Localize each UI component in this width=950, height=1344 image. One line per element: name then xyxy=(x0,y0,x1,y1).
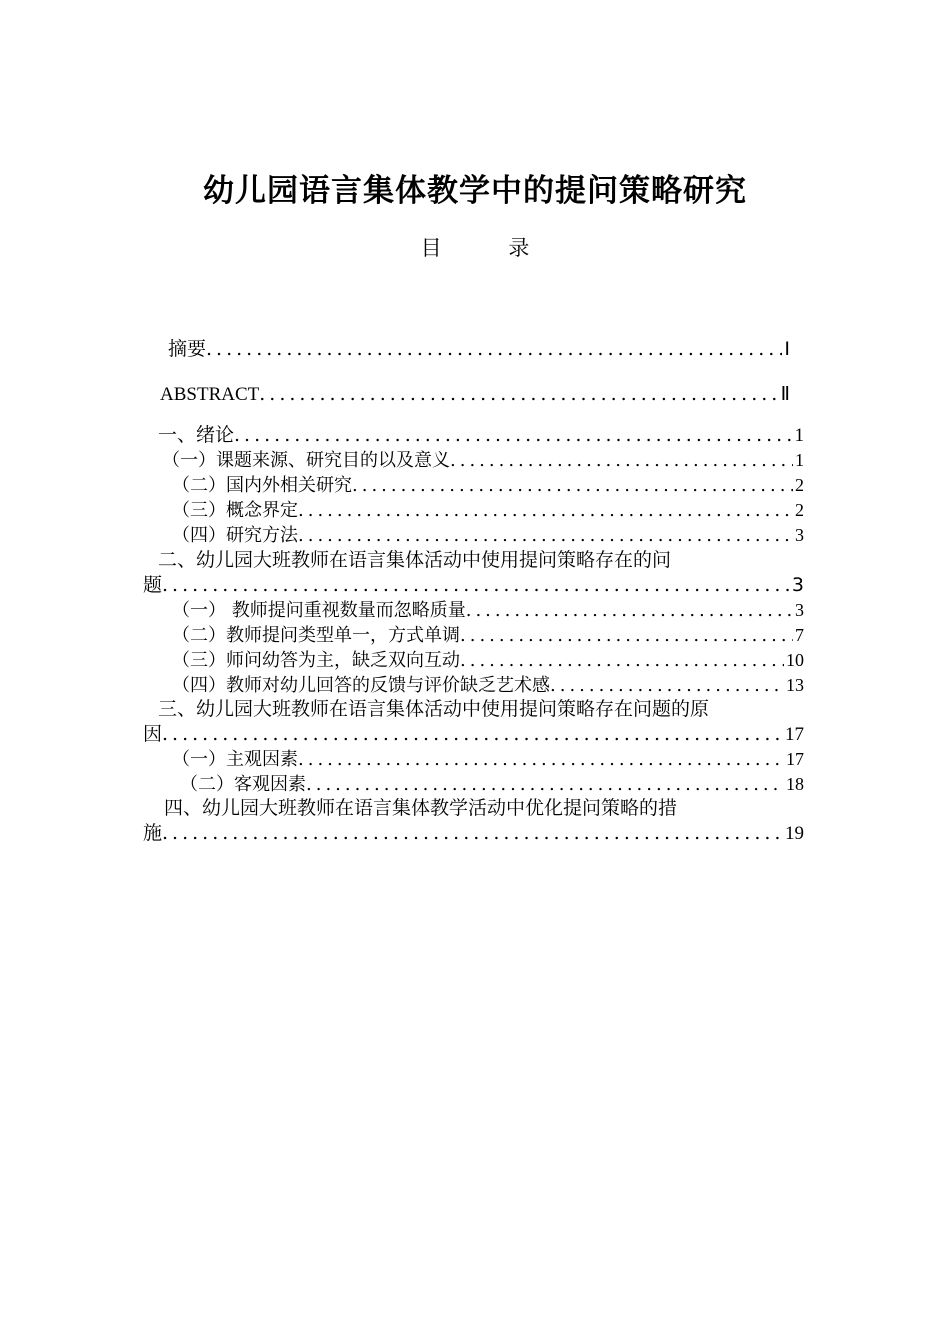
toc-entry-page: 1 xyxy=(795,450,804,470)
toc-leader-dots xyxy=(298,525,793,546)
toc-leader-dots xyxy=(162,723,783,745)
toc-heading: 目 录 xyxy=(420,236,560,260)
toc-entry-page: 3 xyxy=(791,574,804,596)
toc-entry-1-3[interactable] xyxy=(172,496,804,522)
toc-entry-2-3[interactable] xyxy=(172,646,804,672)
toc-entry-label: 一、绪论 xyxy=(158,424,235,446)
toc-entry-page: 17 xyxy=(785,724,804,745)
toc-leader-dots xyxy=(162,822,783,844)
toc-entry-label: （四）研究方法 xyxy=(172,525,298,546)
toc-entry-label: 摘要 xyxy=(168,338,207,360)
toc-leader-dots xyxy=(234,424,792,446)
toc-entry-page: Ⅱ xyxy=(780,384,790,405)
toc-entry-label: （三）概念界定 xyxy=(172,500,298,521)
toc-leader-dots xyxy=(352,475,793,496)
toc-entry-chapter-4-line1[interactable]: 四、幼儿园大班教师在语言集体教学活动中优化提问策略的措 xyxy=(164,797,678,819)
toc-entry-chapter-2[interactable] xyxy=(143,570,804,597)
toc-entry-page: 2 xyxy=(795,475,804,495)
toc-entry-label: （二）国内外相关研究 xyxy=(172,475,352,496)
toc-entry-label: （二）客观因素 xyxy=(180,774,306,795)
toc-entry-page: 3 xyxy=(795,600,804,620)
toc-leader-dots xyxy=(306,774,784,795)
toc-entry-label: （二）教师提问类型单一，方式单调 xyxy=(172,625,460,646)
toc-entry-2-1[interactable] xyxy=(172,596,804,622)
toc-entry-label: （四）教师对幼儿回答的反馈与评价缺乏艺术感 xyxy=(172,675,550,696)
toc-entry-page: 18 xyxy=(786,774,804,794)
toc-leader-dots xyxy=(450,450,793,471)
toc-entry-page: 10 xyxy=(786,650,804,670)
toc-entry-label: 施 xyxy=(143,822,163,844)
toc-entry-label: 题 xyxy=(143,574,163,596)
toc-entry-page: 19 xyxy=(785,823,804,844)
toc-entry-label: （三）师问幼答为主，缺乏双向互动 xyxy=(172,650,460,671)
toc-entry-page: 2 xyxy=(795,500,804,520)
toc-leader-dots xyxy=(466,600,793,621)
toc-entry-2-2[interactable] xyxy=(172,621,804,647)
toc-entry-label: 因 xyxy=(143,723,163,745)
toc-leader-dots xyxy=(550,675,784,696)
toc-leader-dots xyxy=(162,574,790,596)
toc-entry-page: 7 xyxy=(795,625,804,645)
toc-entry-chapter-4[interactable] xyxy=(143,818,804,845)
toc-entry-3-1[interactable] xyxy=(172,745,804,771)
toc-entry-chapter-3[interactable] xyxy=(143,719,804,746)
toc-entry-1-4[interactable] xyxy=(172,521,804,547)
toc-leader-dots xyxy=(298,500,793,521)
toc-entry-page: Ⅰ xyxy=(784,338,790,360)
toc-entry-chapter-3-line1[interactable]: 三、幼儿园大班教师在语言集体活动中使用提问策略存在问题的原 xyxy=(158,698,710,720)
toc-entry-label: （一） 教师提问重视数量而忽略质量 xyxy=(172,600,466,621)
document-title: 幼儿园语言集体教学中的提问策略研究 xyxy=(203,173,747,209)
toc-leader-dots xyxy=(206,338,782,360)
toc-entry-chapter-1[interactable] xyxy=(158,420,804,447)
toc-leader-dots xyxy=(460,650,784,671)
toc-leader-dots xyxy=(298,749,784,770)
toc-entry-page: 17 xyxy=(786,749,804,769)
toc-leader-dots xyxy=(460,625,793,646)
toc-entry-chapter-2-line1[interactable]: 二、幼儿园大班教师在语言集体活动中使用提问策略存在的问 xyxy=(158,549,672,571)
toc-entry-label: （一）主观因素 xyxy=(172,749,298,770)
toc-entry-label: ABSTRACT xyxy=(160,384,260,405)
toc-entry-page: 3 xyxy=(795,525,804,545)
toc-entry-1-2[interactable] xyxy=(172,471,804,497)
toc-entry-page: 13 xyxy=(786,675,804,695)
toc-leader-dots xyxy=(259,383,778,405)
toc-entry-1-1[interactable] xyxy=(162,446,804,472)
toc-entry-page: 1 xyxy=(794,425,804,446)
toc-entry-abstract-en[interactable] xyxy=(160,383,790,406)
toc-entry-abstract-cn[interactable] xyxy=(168,334,790,361)
toc-entry-label: （一）课题来源、研究目的以及意义 xyxy=(162,450,450,471)
